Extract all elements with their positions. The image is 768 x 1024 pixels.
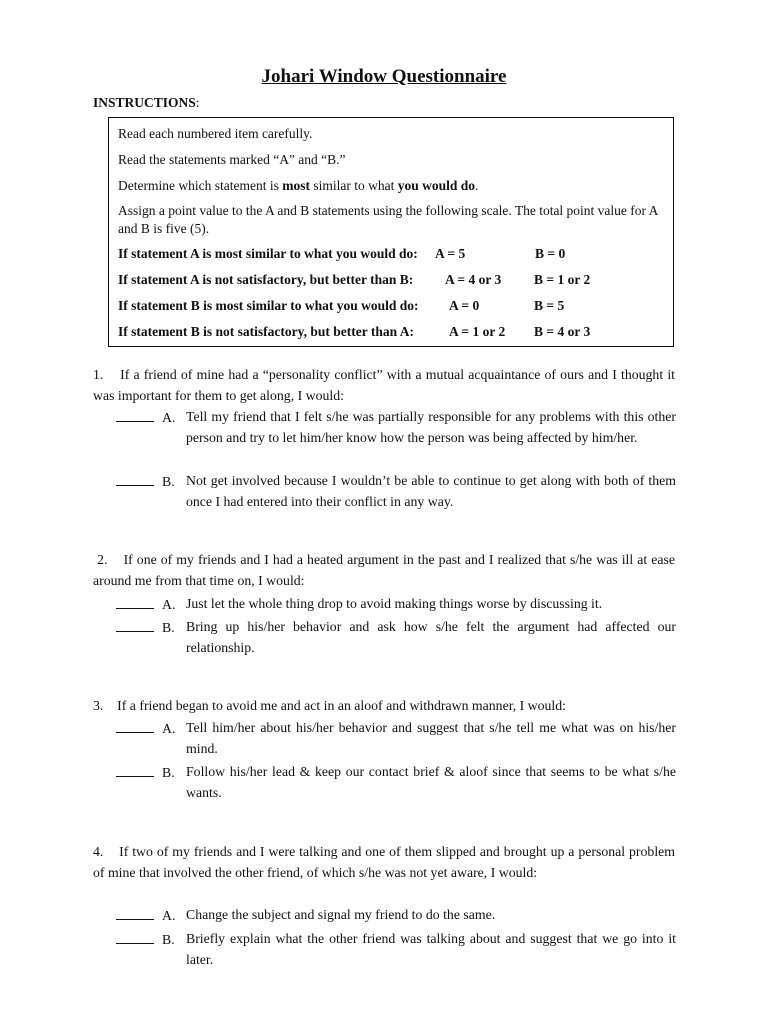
page-title: Johari Window Questionnaire (261, 66, 507, 87)
answer-blank[interactable] (116, 471, 154, 486)
question-3-option-b: B. Follow his/her lead & keep our contact brief & aloof since that seems to be what s/he wants. (116, 762, 676, 804)
question-4-option-b: B. Briefly explain what the other friend was talking about and suggest that we go into it later. (116, 929, 676, 971)
instruction-line-4: Assign a point value to the A and B statements using the following scale. The total point value for A and B is five (5). (118, 203, 658, 236)
instructions-box (108, 117, 674, 347)
instruction-line-3: Determine which statement is most similar to what you would do. (118, 178, 479, 193)
answer-blank[interactable] (116, 718, 154, 733)
instructions-heading: INSTRUCTIONS: (93, 95, 200, 110)
instruction-line-1: Read each numbered item carefully. (118, 126, 313, 141)
question-3-stem: 3. If a friend began to avoid me and act in an aloof and withdrawn manner, I would: (93, 698, 566, 713)
answer-blank[interactable] (116, 929, 154, 944)
question-3-option-a: A. Tell him/her about his/her behavior and suggest that s/he tell me what was on his/her mind. (116, 718, 676, 760)
question-1-option-b: B. Not get involved because I wouldn’t be able to continue to get along with both of them once I had entered into their conflict in any way. (116, 471, 676, 513)
answer-blank[interactable] (116, 617, 154, 632)
question-4-stem: 4. If two of my friends and I were talking and one of them slipped and brought up a personal problem of mine that involved the other friend, of which s/he was not yet aware, I would: (93, 844, 676, 880)
question-1-stem: 1. If a friend of mine had a “personality conflict” with a mutual acquaintance of ours and I thought it was important for them to get along, I would: (93, 367, 675, 403)
question-4-option-a: A. Change the subject and signal my friend to do the same. (116, 905, 676, 927)
scale-row: If statement A is not satisfactory, but better than B: A = 4 or 3 B = 1 or 2 (118, 272, 591, 287)
instructions-label: INSTRUCTIONS (93, 95, 196, 110)
answer-blank[interactable] (116, 594, 154, 609)
question-2-stem: 2. If one of my friends and I had a heated argument in the past and I realized that s/he was ill at ease around me from that time on, I would: (93, 552, 676, 588)
question-2-option-a: A. Just let the whole thing drop to avoid making things worse by discussing it. (116, 594, 676, 616)
question-2-option-b: B. Bring up his/her behavior and ask how s/he felt the argument had affected our relationship. (116, 617, 676, 659)
answer-blank[interactable] (116, 905, 154, 920)
instruction-line-2: Read the statements marked “A” and “B.” (118, 152, 346, 167)
answer-blank[interactable] (116, 762, 154, 777)
answer-blank[interactable] (116, 407, 154, 422)
scale-row: If statement B is not satisfactory, but better than A: A = 1 or 2 B = 4 or 3 (118, 324, 591, 339)
scale-row: If statement B is most similar to what you would do: A = 0 B = 5 (118, 298, 565, 313)
scale-row: If statement A is most similar to what you would do: A = 5 B = 0 (118, 246, 566, 261)
question-1-option-a: A. Tell my friend that I felt s/he was partially responsible for any problems with this other person and try to let him/her know how the person was being affected by him/her. (116, 407, 676, 469)
